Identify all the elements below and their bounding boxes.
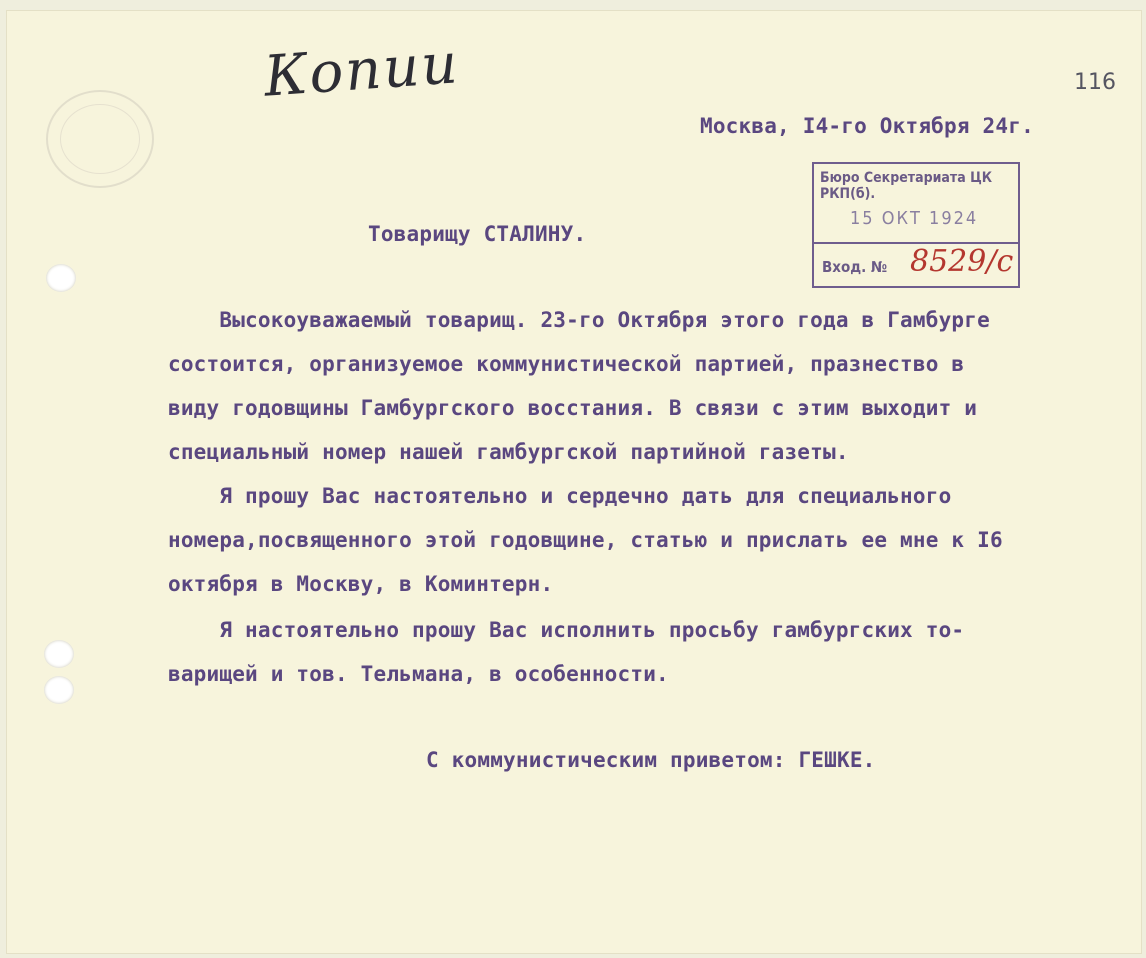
place-date: Москва, I4-го Октября 24г. [700,114,1034,138]
document-page [6,10,1142,954]
stamp-office: Бюро Секретариата ЦК РКП(б). [820,170,993,202]
paragraph-1-line-1: Высокоуважаемый товарищ. 23-го Октября этого года в Гамбурге [168,308,990,332]
embossed-seal-ring [60,104,140,174]
addressee: Товарищу СТАЛИНУ. [368,222,587,246]
paragraph-1-line-2: состоится, организуемое коммунистической партией, празнество в [168,352,965,376]
paragraph-2-line-1: Я прошу Вас настоятельно и сердечно дать для специального [168,484,952,508]
embossed-seal [46,90,154,188]
paragraph-2-line-2: номера,посвященного этой годовщине, статью и прислать ее мне к I6 [168,528,1003,552]
punch-hole-bottom [44,676,74,704]
paragraph-1-line-4: специальный номер нашей гамбургской партийной газеты. [168,440,849,464]
folio-number: 116 [1074,70,1116,95]
handwritten-note: Копии [261,31,462,110]
paragraph-3-line-1: Я настоятельно прошу Вас исполнить просьбу гамбургских то- [168,618,965,642]
closing-signature: С коммунистическим приветом: ГЕШКЕ. [426,748,876,772]
punch-hole-top [46,264,76,292]
stamp-date: 15 ОКТ 1924 [850,208,979,229]
punch-hole-middle [44,640,74,668]
paragraph-3-line-2: варищей и тов. Тельмана, в особенности. [168,662,669,686]
paragraph-1-line-3: виду годовщины Гамбургского восстания. В связи с этим выходит и [168,396,978,420]
stamp-incoming-label: Вход. № [822,258,888,276]
stamp-incoming-number: 8529/с [910,244,1014,279]
paragraph-2-line-3: октября в Москву, в Коминтерн. [168,572,554,596]
registration-stamp [812,162,1020,288]
